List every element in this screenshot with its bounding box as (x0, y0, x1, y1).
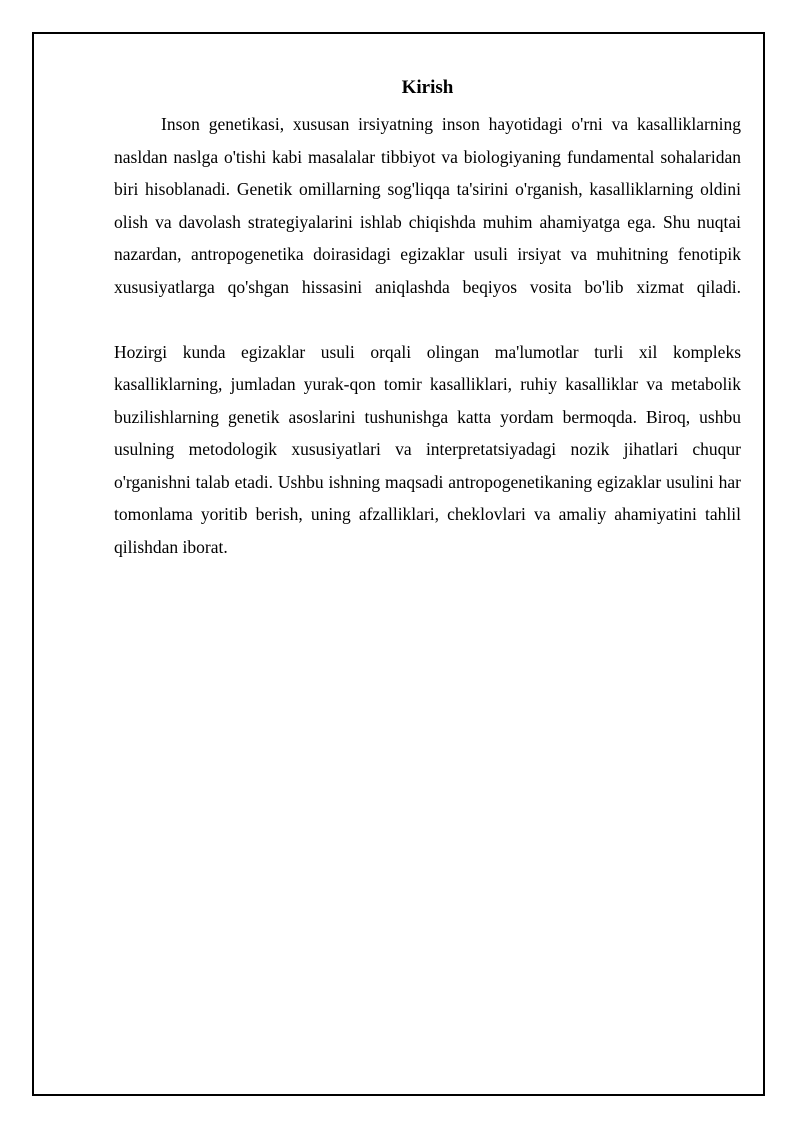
paragraph-spacer (114, 303, 741, 336)
document-title: Kirish (401, 77, 454, 98)
document-body (114, 74, 741, 563)
paragraph-intro: Inson genetikasi, xususan irsiyatning inson hayotidagi o'rni va kasalliklarning nasldan naslga o'tishi kabi masalalar tibbiyot va biologiyaning fundamental sohalaridan biri hisoblanadi. Genetik omillarning sog'liqqa ta'sirini o'rganish, kasalliklarning oldini olish va davolash strategiyalarini ishlab chiqishda muhim ahamiyatga ega. Shu nuqtai nazardan, antropogenetika doirasidagi egizaklar usuli irsiyat va muhitning fenotipik xususiyatlarga qo'shgan hissasini aniqlashda beqiyos vosita bo'lib xizmat qiladi. (114, 114, 741, 297)
paragraph-purpose: Hozirgi kunda egizaklar usuli orqali olingan ma'lumotlar turli xil kompleks kasalliklarning, jumladan yurak-qon tomir kasalliklari, ruhiy kasalliklar va metabolik buzilishlarning genetik asoslarini tushunishga katta yordam bermoqda. Biroq, ushbu usulning metodologik xususiyatlari va interpretatsiyadagi nozik jihatlari chuqur o'rganishni talab etadi. Ushbu ishning maqsadi antropogenetikaning egizaklar usulini har tomonlama yoritib berish, uning afzalliklari, cheklovlari va amaliy ahamiyatini tahlil qilishdan iborat. (114, 341, 741, 557)
